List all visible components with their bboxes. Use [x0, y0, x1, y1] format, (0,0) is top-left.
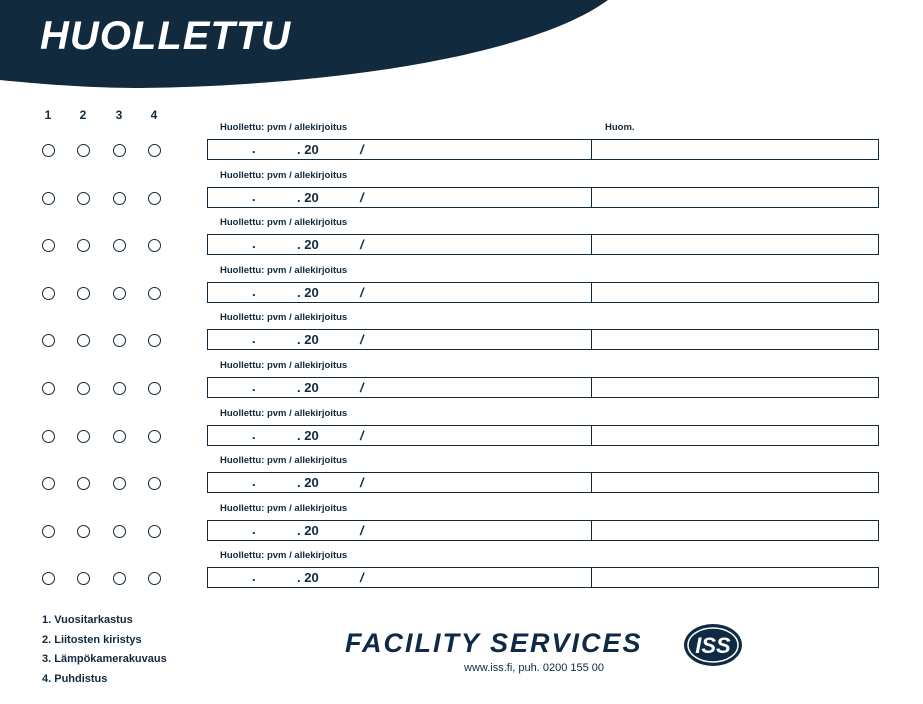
form-row	[0, 122, 923, 170]
notes-divider	[591, 378, 592, 397]
checkbox-1[interactable]	[42, 144, 55, 157]
legend-item: 3. Lämpökamerakuvaus	[42, 653, 167, 665]
checkbox-2[interactable]	[77, 430, 90, 443]
date-signature-field[interactable]	[207, 187, 879, 208]
date-signature-field[interactable]	[207, 377, 879, 398]
signature-separator: /	[360, 380, 364, 395]
checkbox-3[interactable]	[113, 477, 126, 490]
row-label: Huollettu: pvm / allekirjoitus	[220, 502, 348, 514]
page-title: HUOLLETTU	[40, 14, 292, 58]
checkbox-4[interactable]	[148, 334, 161, 347]
year-prefix: . 20	[297, 570, 319, 586]
checkbox-1[interactable]	[42, 382, 55, 395]
date-separator: .	[252, 426, 256, 442]
year-prefix: . 20	[297, 284, 319, 300]
svg-text:ISS: ISS	[695, 633, 731, 658]
signature-separator: /	[360, 332, 364, 348]
notes-divider	[591, 473, 592, 492]
checkbox-4[interactable]	[148, 430, 161, 443]
year-prefix: . 20	[297, 475, 319, 491]
year-prefix: . 20	[297, 189, 319, 205]
checkbox-4[interactable]	[148, 144, 161, 157]
notes-divider	[591, 235, 592, 254]
form-row	[0, 265, 923, 313]
checkbox-3[interactable]	[113, 239, 126, 252]
checkbox-2[interactable]	[77, 525, 90, 538]
checkbox-1[interactable]	[42, 334, 55, 347]
form-row	[0, 550, 923, 598]
year-prefix: . 20	[297, 380, 319, 395]
checkbox-4[interactable]	[148, 239, 161, 252]
column-number: 1	[44, 108, 52, 122]
legend-item: 2. Liitosten kiristys	[42, 633, 142, 646]
notes-divider	[591, 521, 592, 540]
row-label: Huollettu: pvm / allekirjoitus	[220, 455, 348, 467]
checkbox-1[interactable]	[42, 477, 55, 490]
checkbox-2[interactable]	[77, 382, 90, 395]
checkbox-2[interactable]	[77, 239, 90, 252]
date-separator: .	[252, 474, 256, 490]
date-separator: .	[252, 569, 256, 585]
year-prefix: . 20	[297, 237, 319, 253]
column-number: 2	[79, 108, 87, 122]
brand-name: FACILITY SERVICES	[345, 628, 643, 658]
checkbox-1[interactable]	[42, 572, 55, 585]
signature-separator: /	[360, 522, 364, 538]
row-label: Huollettu: pvm / allekirjoitus	[220, 312, 348, 324]
notes-divider	[591, 426, 592, 445]
row-label: Huollettu: pvm / allekirjoitus	[220, 360, 348, 371]
form-row	[0, 217, 923, 265]
checkbox-4[interactable]	[148, 382, 161, 395]
checkbox-3[interactable]	[113, 287, 126, 300]
checkbox-3[interactable]	[113, 525, 126, 538]
notes-divider	[591, 140, 592, 159]
date-signature-field[interactable]	[207, 139, 879, 160]
form-row	[0, 312, 923, 360]
checkbox-2[interactable]	[77, 144, 90, 157]
form-row	[0, 408, 923, 456]
year-prefix: . 20	[297, 142, 319, 157]
checkbox-3[interactable]	[113, 430, 126, 443]
row-label: Huollettu: pvm / allekirjoitus	[220, 217, 348, 229]
checkbox-2[interactable]	[77, 572, 90, 585]
date-signature-field[interactable]	[207, 282, 879, 303]
date-separator: .	[252, 283, 256, 299]
row-label: Huollettu: pvm / allekirjoitus	[220, 550, 348, 562]
row-label: Huollettu: pvm / allekirjoitus	[220, 122, 348, 133]
date-separator: .	[252, 379, 256, 394]
checkbox-1[interactable]	[42, 287, 55, 300]
checkbox-1[interactable]	[42, 525, 55, 538]
notes-divider	[591, 330, 592, 349]
year-prefix: . 20	[297, 332, 319, 348]
signature-separator: /	[360, 142, 364, 157]
date-signature-field[interactable]	[207, 520, 879, 541]
date-separator: .	[252, 331, 256, 347]
checkbox-4[interactable]	[148, 287, 161, 300]
checkbox-1[interactable]	[42, 430, 55, 443]
date-signature-field[interactable]	[207, 567, 879, 588]
checkbox-3[interactable]	[113, 572, 126, 585]
date-separator: .	[252, 188, 256, 204]
checkbox-1[interactable]	[42, 239, 55, 252]
checkbox-3[interactable]	[113, 192, 126, 205]
checkbox-3[interactable]	[113, 382, 126, 395]
date-signature-field[interactable]	[207, 329, 879, 350]
checkbox-4[interactable]	[148, 192, 161, 205]
form-row	[0, 503, 923, 551]
checkbox-2[interactable]	[77, 334, 90, 347]
date-signature-field[interactable]	[207, 234, 879, 255]
legend	[42, 611, 167, 689]
checkbox-2[interactable]	[77, 287, 90, 300]
signature-separator: /	[360, 427, 364, 443]
year-prefix: . 20	[297, 522, 319, 538]
signature-separator: /	[360, 237, 364, 253]
column-number: 4	[150, 108, 158, 122]
row-label: Huollettu: pvm / allekirjoitus	[220, 407, 348, 419]
form-row	[0, 455, 923, 503]
signature-separator: /	[360, 475, 364, 491]
checkbox-4[interactable]	[148, 477, 161, 490]
checkbox-2[interactable]	[77, 477, 90, 490]
notes-label: Huom.	[605, 122, 635, 133]
row-label: Huollettu: pvm / allekirjoitus	[220, 264, 348, 276]
date-signature-field[interactable]	[207, 472, 879, 493]
year-prefix: . 20	[297, 427, 319, 443]
row-label: Huollettu: pvm / allekirjoitus	[220, 169, 348, 181]
checkbox-3[interactable]	[113, 334, 126, 347]
form-row	[0, 170, 923, 218]
legend-item: 1. Vuositarkastus	[42, 614, 133, 626]
legend-item: 4. Puhdistus	[42, 672, 108, 685]
notes-divider	[591, 188, 592, 207]
checkbox-2[interactable]	[77, 192, 90, 205]
contact-info: www.iss.fi, puh. 0200 155 00	[464, 662, 605, 674]
notes-divider	[591, 283, 592, 302]
date-separator: .	[252, 141, 256, 156]
date-signature-field[interactable]	[207, 425, 879, 446]
checkbox-3[interactable]	[113, 144, 126, 157]
signature-separator: /	[360, 189, 364, 205]
date-separator: .	[252, 236, 256, 252]
signature-separator: /	[360, 284, 364, 300]
column-number: 3	[115, 108, 123, 122]
iss-logo	[682, 622, 744, 668]
checkbox-1[interactable]	[42, 192, 55, 205]
form-row	[0, 360, 923, 408]
notes-divider	[591, 568, 592, 587]
date-separator: .	[252, 521, 256, 537]
signature-separator: /	[360, 570, 364, 586]
checkbox-4[interactable]	[148, 572, 161, 585]
checkbox-4[interactable]	[148, 525, 161, 538]
